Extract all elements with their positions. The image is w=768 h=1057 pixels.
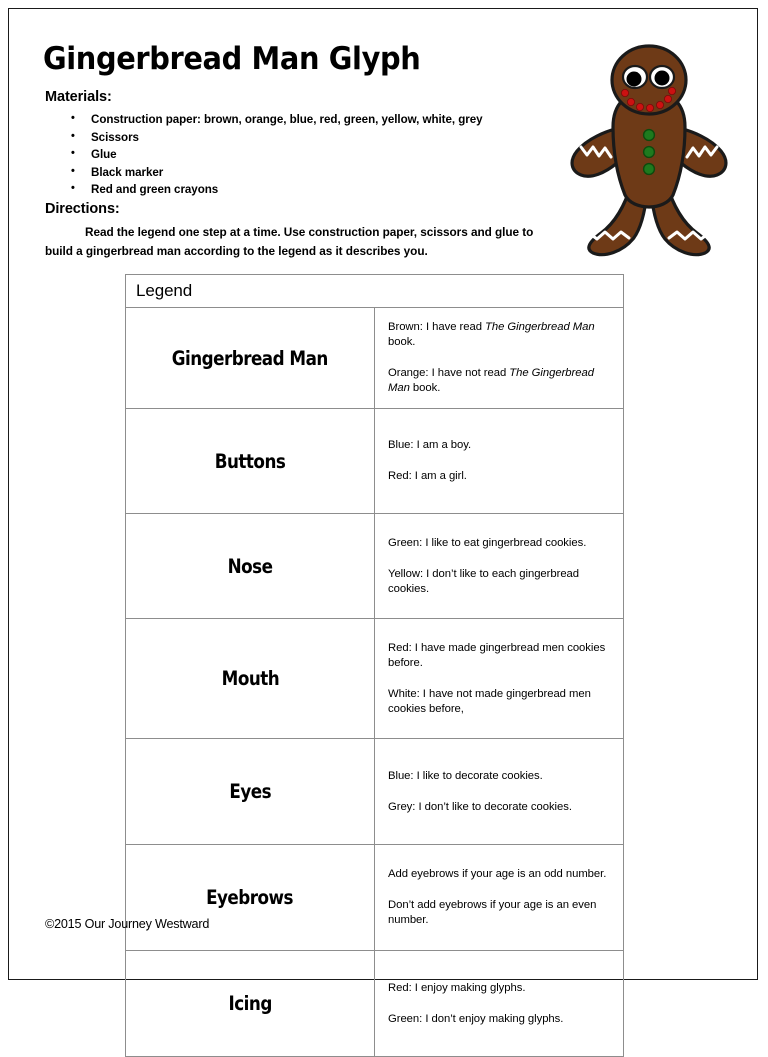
page-title: Gingerbread Man Glyph xyxy=(43,41,421,77)
legend-row-description-cell xyxy=(375,619,624,739)
materials-list-item: • Scissors xyxy=(91,129,611,147)
legend-row xyxy=(126,739,624,845)
legend-option-color: Green: xyxy=(388,1012,423,1025)
copyright-footer: ©2015 Our Journey Westward xyxy=(45,917,210,931)
book-title: The Gingerbread Man xyxy=(388,367,594,394)
materials-list xyxy=(71,111,611,199)
legend-table xyxy=(125,274,624,1057)
legend-row xyxy=(126,514,624,619)
legend-row-description-cell xyxy=(375,409,624,514)
legend-option-color: Grey: xyxy=(388,800,416,813)
directions-body: Read the legend one step at a time. Use construction paper, scissors and glue to build a gingerbread man according to the legend as it describes you. xyxy=(45,225,534,258)
legend-option-color: Red: xyxy=(388,641,412,654)
materials-list-item: • Red and green crayons xyxy=(91,181,611,199)
gingerbread-man-illustration xyxy=(561,35,737,265)
legend-option-line: Brown: I have read The Gingerbread Man book. xyxy=(388,321,595,348)
legend-option-color: Brown: xyxy=(388,321,423,333)
legend-row-label-cell xyxy=(126,308,375,409)
legend-option-line: Green: I don’t enjoy making glyphs. xyxy=(388,1012,564,1025)
legend-option-color: Red: xyxy=(388,470,412,482)
materials-list-item: • Construction paper: brown, orange, blue, red, green, yellow, white, grey xyxy=(91,111,611,129)
legend-row xyxy=(126,619,624,739)
legend-header-label: Legend xyxy=(136,281,193,300)
legend-option-color: Green: xyxy=(388,536,423,549)
legend-row-label-cell xyxy=(126,514,375,619)
legend-row xyxy=(126,951,624,1057)
legend-option-line: Red: I am a girl. xyxy=(388,470,467,482)
legend-row-label: Eyes xyxy=(229,780,271,803)
legend-option-line: Red: I have made gingerbread men cookies before. xyxy=(388,641,606,669)
legend-row xyxy=(126,308,624,409)
gingerbread-buttons xyxy=(644,130,655,175)
legend-row-label-cell xyxy=(126,409,375,514)
legend-row-label-cell xyxy=(126,951,375,1057)
legend-option-color: Blue: xyxy=(388,439,414,451)
legend-option-line: Blue: I like to decorate cookies. xyxy=(388,769,543,782)
legend-option-line: Yellow: I don’t like to each gingerbread cookies. xyxy=(388,567,580,595)
directions-heading: Directions: xyxy=(45,201,120,217)
legend-row-label: Buttons xyxy=(214,449,286,473)
legend-row-description-cell xyxy=(375,951,624,1057)
book-title: The Gingerbread Man xyxy=(485,321,595,333)
legend-row-label: Nose xyxy=(227,554,273,578)
legend-row-description-cell xyxy=(375,308,624,409)
legend-option-line: Red: I enjoy making glyphs. xyxy=(388,981,526,994)
legend-row-label: Icing xyxy=(228,992,272,1015)
materials-list-item: • Glue xyxy=(91,146,611,164)
legend-option-line: Green: I like to eat gingerbread cookies. xyxy=(388,536,587,549)
legend-header-row xyxy=(126,275,624,308)
legend-option-line: White: I have not made gingerbread men cookies before, xyxy=(388,687,591,715)
materials-heading: Materials: xyxy=(45,89,112,105)
legend-row-description-cell xyxy=(375,845,624,951)
legend-option-color: Orange: xyxy=(388,367,429,379)
legend-row xyxy=(126,845,624,951)
legend-row-label-cell xyxy=(126,845,375,951)
legend-row-label: Mouth xyxy=(221,667,279,690)
worksheet-page xyxy=(8,8,758,1025)
legend-row xyxy=(126,409,624,514)
legend-option-color: Yellow: xyxy=(388,567,424,580)
legend-row-label-cell xyxy=(126,739,375,845)
materials-list-item: • Black marker xyxy=(91,164,611,182)
legend-row-description-cell xyxy=(375,514,624,619)
legend-option-line: Don’t add eyebrows if your age is an even number. xyxy=(388,899,597,926)
legend-option-line: Blue: I am a boy. xyxy=(388,439,472,451)
legend-row-description-cell xyxy=(375,739,624,845)
legend-row-label: Eyebrows xyxy=(206,886,294,909)
legend-option-color: Blue: xyxy=(388,769,414,782)
legend-option-line: Grey: I don’t like to decorate cookies. xyxy=(388,800,572,813)
legend-option-color: Red: xyxy=(388,981,412,994)
legend-row-label: Gingerbread Man xyxy=(171,346,329,370)
legend-row-label-cell xyxy=(126,619,375,739)
legend-table-body xyxy=(126,275,624,1057)
legend-header-cell xyxy=(126,275,624,308)
legend-option-line: Add eyebrows if your age is an odd number. xyxy=(388,868,607,880)
legend-option-line: Orange: I have not read The Gingerbread Man book. xyxy=(388,367,594,394)
legend-option-color: White: xyxy=(388,687,420,700)
